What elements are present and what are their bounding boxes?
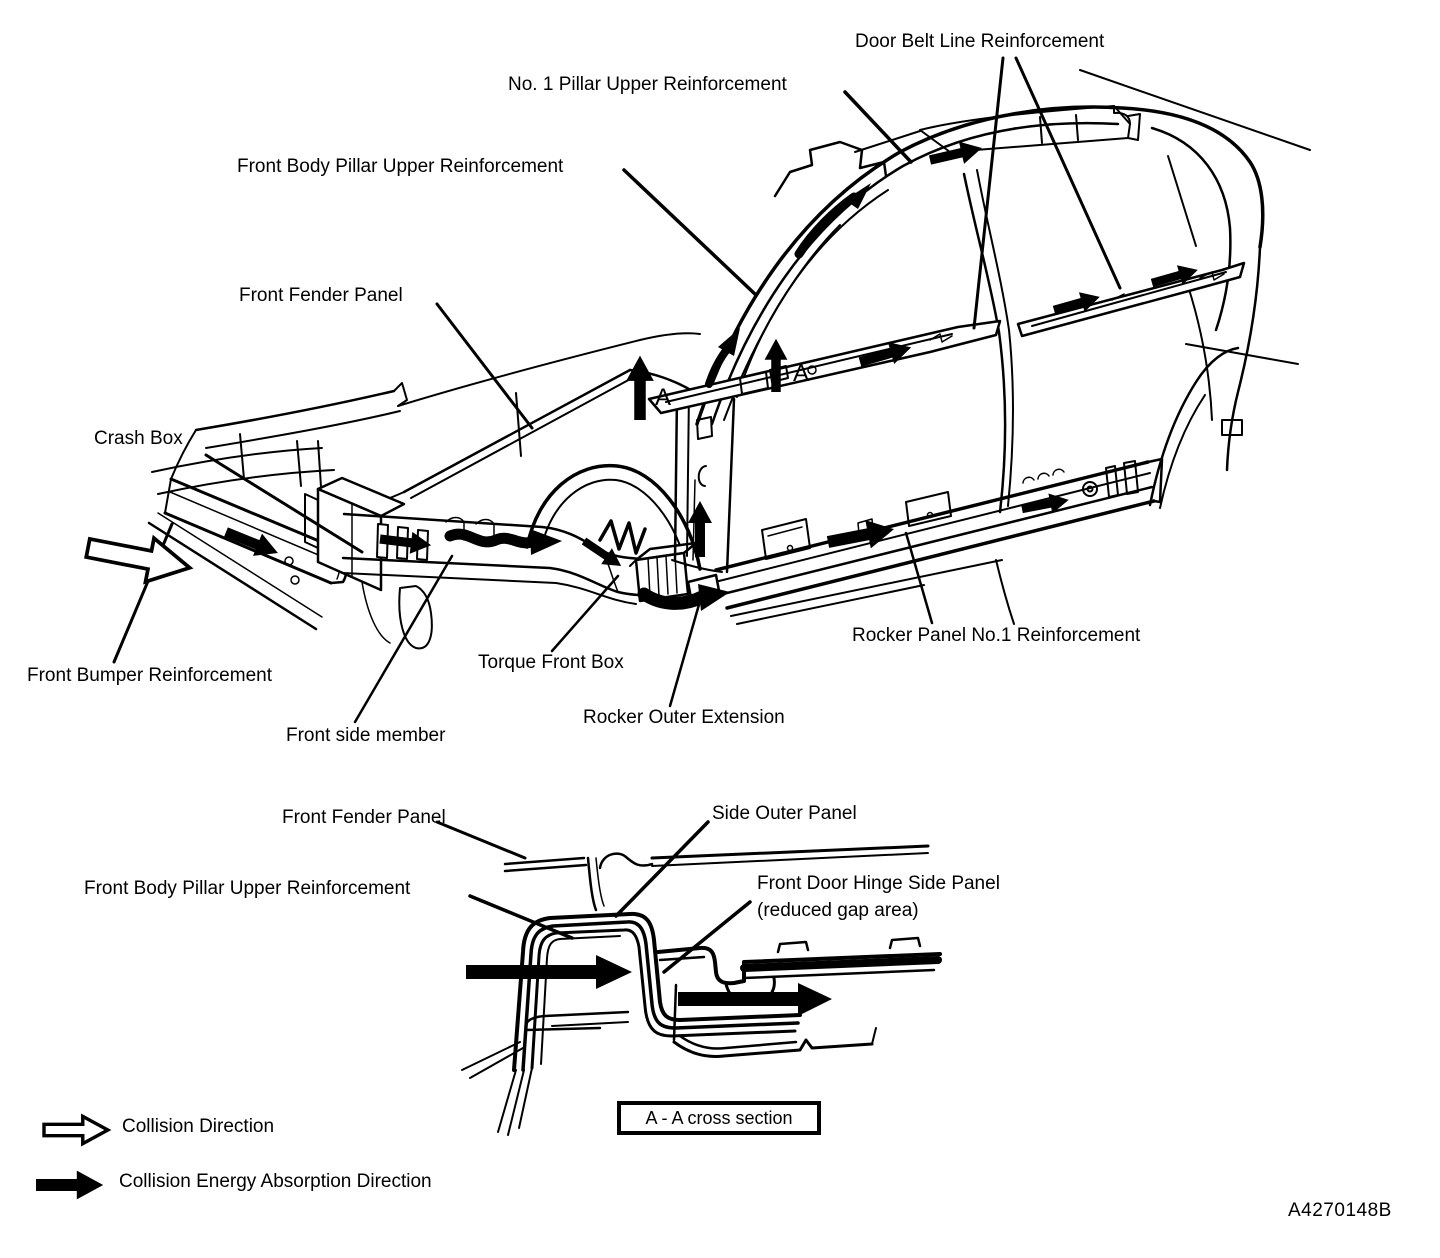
xs-leader-door-hinge — [664, 902, 750, 972]
crumple-mark — [600, 521, 645, 553]
figure-code: A4270148B — [1288, 1200, 1392, 1221]
label-door-belt-line: Door Belt Line Reinforcement — [855, 31, 1105, 52]
label-no1-pillar-upper: No. 1 Pillar Upper Reinforcement — [508, 74, 787, 95]
label-crash-box: Crash Box — [94, 428, 183, 449]
section-marker-a-left: A — [655, 384, 672, 411]
legend-absorption-label: Collision Energy Absorption Direction — [119, 1171, 432, 1192]
leader-front-fender — [437, 304, 532, 428]
label-front-body-pillar: Front Body Pillar Upper Reinforcement — [237, 156, 564, 177]
legend-arrows — [36, 1116, 108, 1199]
leader-torque-box — [552, 576, 618, 651]
leader-rocker-extension — [670, 601, 700, 706]
rocker-panel — [716, 459, 1162, 624]
body-side — [649, 70, 1310, 624]
cross-section-caption: A - A cross section — [617, 1101, 821, 1135]
xs-leader-fender — [437, 822, 525, 858]
xs-label-door-hinge-line2: (reduced gap area) — [757, 900, 919, 921]
xs-fender-line — [505, 858, 584, 864]
xs-label-door-hinge-line1: Front Door Hinge Side Panel — [757, 873, 1000, 894]
leader-door-belt-2 — [1016, 58, 1120, 288]
cross-section-drawing — [437, 822, 940, 1135]
label-front-bumper: Front Bumper Reinforcement — [27, 665, 272, 686]
leader-door-belt-1 — [974, 58, 1003, 328]
xs-leader-side-outer — [616, 822, 708, 916]
xs-label-front-body-pillar: Front Body Pillar Upper Reinforcement — [84, 878, 411, 899]
label-rocker-panel-no1: Rocker Panel No.1 Reinforcement — [852, 625, 1141, 646]
leader-front-body-pillar — [624, 170, 756, 295]
legend-collision-arrow-icon — [44, 1116, 108, 1143]
xs-label-side-outer: Side Outer Panel — [712, 803, 857, 824]
bracket-c — [699, 466, 706, 486]
leader-rocker-panel — [906, 533, 932, 623]
xs-absorption-arrow-1 — [466, 955, 632, 989]
door-hinge — [697, 417, 712, 439]
collision-direction-arrow — [84, 526, 194, 589]
xs-label-door-hinge — [757, 870, 1000, 924]
label-rocker-outer-extension: Rocker Outer Extension — [583, 707, 785, 728]
section-marker-a-right: A — [793, 360, 810, 387]
label-torque-front-box: Torque Front Box — [478, 652, 624, 673]
legend-absorption-arrow-icon — [36, 1171, 103, 1200]
xs-absorption-arrow-2 — [678, 983, 832, 1016]
fender-ridge — [404, 370, 630, 492]
rear-wheel-arch — [1150, 348, 1238, 505]
legend-collision-label: Collision Direction — [122, 1116, 275, 1137]
label-front-fender-panel: Front Fender Panel — [239, 285, 403, 306]
section-marker-arrow-left — [626, 356, 654, 420]
label-front-side-member: Front side member — [286, 725, 446, 746]
xs-label-front-fender: Front Fender Panel — [282, 807, 446, 828]
